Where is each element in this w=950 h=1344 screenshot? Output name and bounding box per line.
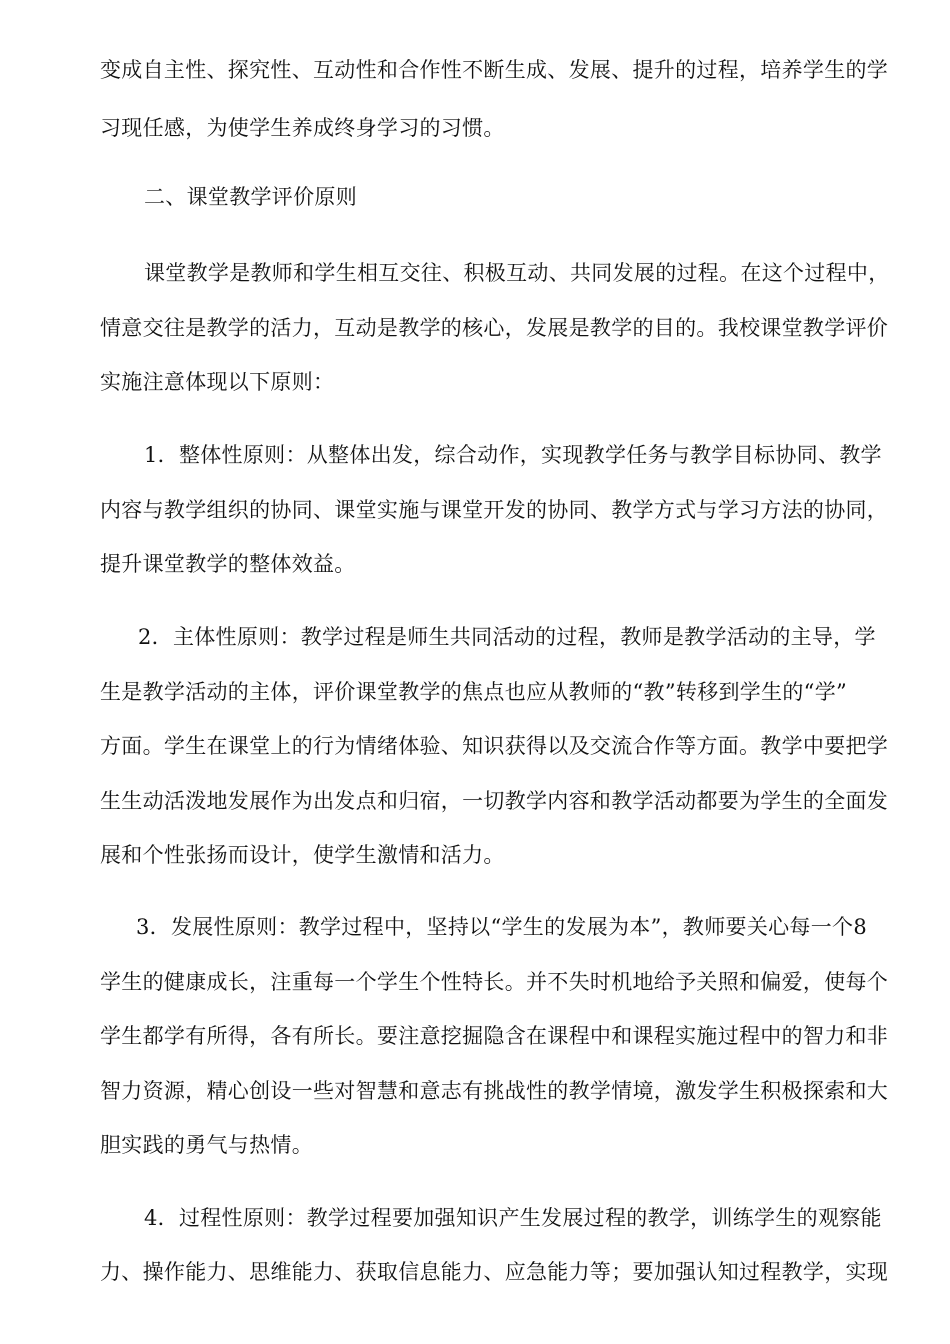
list-item-line: 生生动活泼地发展作为出发点和归宿，一切教学内容和教学活动都要为学生的全面发 <box>100 789 889 813</box>
list-item-line: 1．整体性原则：从整体出发，综合动作，实现教学任务与教学目标协同、教学 <box>144 443 882 467</box>
body-text-line: 习现任感，为使学生养成终身学习的习惯。 <box>100 116 505 140</box>
body-text-line: 实施注意体现以下原则： <box>100 370 335 394</box>
body-text-line: 变成自主性、探究性、互动性和合作性不断生成、发展、提升的过程，培养学生的学 <box>100 58 889 82</box>
list-item-line: 力、操作能力、思维能力、获取信息能力、应急能力等；要加强认知过程教学，实现 <box>100 1260 889 1284</box>
list-item-line: 智力资源，精心创设一些对智慧和意志有挑战性的教学情境，激发学生积极探索和大 <box>100 1079 889 1103</box>
list-item-line: 提升课堂教学的整体效益。 <box>100 552 356 576</box>
list-item-line: 方面。学生在课堂上的行为情绪体验、知识获得以及交流合作等方面。教学中要把学 <box>100 734 889 758</box>
list-item-line: 3．发展性原则：教学过程中，坚持以“学生的发展为本”，教师要关心每一个8 <box>136 915 867 939</box>
list-item-line: 2．主体性原则：教学过程是师生共同活动的过程，教师是教学活动的主导，学 <box>138 625 876 649</box>
list-item-line: 展和个性张扬而设计，使学生激情和活力。 <box>100 843 505 867</box>
list-item-line: 内容与教学组织的协同、课堂实施与课堂开发的协同、教学方式与学习方法的协同， <box>100 498 889 522</box>
section-heading: 二、课堂教学评价原则 <box>144 185 357 209</box>
list-item-line: 生是教学活动的主体，评价课堂教学的焦点也应从教师的“教”转移到学生的“学” <box>100 680 848 704</box>
list-item-line: 学生的健康成长，注重每一个学生个性特长。并不失时机地给予关照和偏爱，使每个 <box>100 970 889 994</box>
list-item-line: 4．过程性原则：教学过程要加强知识产生发展过程的教学，训练学生的观察能 <box>144 1206 882 1230</box>
list-item-line: 学生都学有所得，各有所长。要注意挖掘隐含在课程中和课程实施过程中的智力和非 <box>100 1024 889 1048</box>
body-text-line: 情意交往是教学的活力，互动是教学的核心，发展是教学的目的。我校课堂教学评价 <box>100 316 889 340</box>
body-text-line: 课堂教学是教师和学生相互交往、积极互动、共同发展的过程。在这个过程中， <box>144 261 890 285</box>
list-item-line: 胆实践的勇气与热情。 <box>100 1133 313 1157</box>
